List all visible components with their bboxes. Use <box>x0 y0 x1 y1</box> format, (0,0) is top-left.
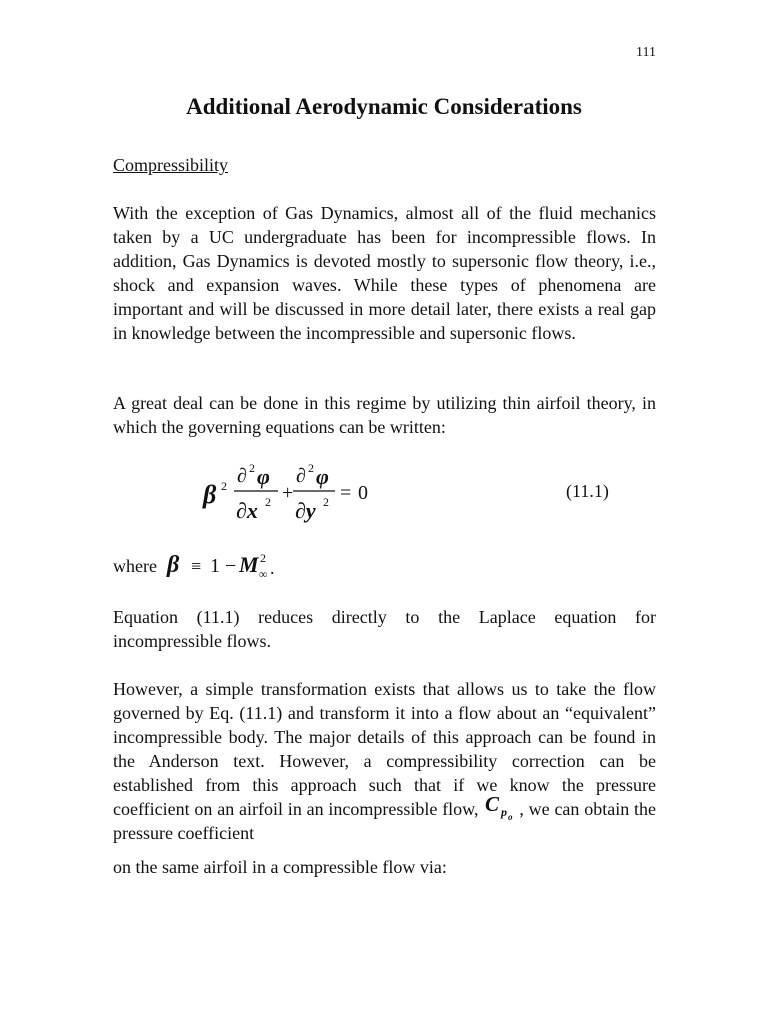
paragraph-transformation-text: However, a simple transformation exists that allows us to take the flow governed by Eq. (11.1) and transform it into a flow about an “equivalent” incompressible body. The major details of this approach can be found in the Anderson text. However, a compressibility correction can be established from this approach such that if we know the pressure coefficient on an airfoil in an incompressible flow, <box>113 679 656 819</box>
where-period: . <box>270 558 275 578</box>
eq-beta-exp: 2 <box>221 479 227 493</box>
paragraph-thin-airfoil: A great deal can be done in this regime by utilizing thin airfoil theory, in which the governing equations can be written: <box>113 393 656 437</box>
where-beta: β <box>167 552 180 578</box>
where-mach-sup: 2 <box>260 551 266 565</box>
cp-symbol-svg <box>483 793 519 821</box>
paragraph-transformation-cont: , we can obtain the pressure coefficient <box>113 799 657 843</box>
beta-definition-svg <box>113 548 313 582</box>
eq-zero: 0 <box>358 482 368 504</box>
eq-den2: ∂y <box>295 498 316 523</box>
eq-num1-partial: ∂ <box>237 465 247 487</box>
paragraph-intro: With the exception of Gas Dynamics, almost all of the fluid mechanics taken by a UC undergraduate has been for incompressible flows. In addition, Gas Dynamics is devoted mostly to supersonic flow theory, i.e., shock and expansion waves. While these types of phenomena are important and will be discussed in more detail later, there exists a real gap in knowledge between the incompressible and supersonic flows. <box>113 203 656 343</box>
cp-c: C <box>485 793 500 816</box>
where-equiv: ≡ <box>191 556 202 576</box>
cp-o: o <box>508 812 513 821</box>
eq-num2-partial: ∂ <box>296 465 306 487</box>
eq-num2-exp: 2 <box>308 461 314 475</box>
eq-beta: β <box>203 480 217 509</box>
eq-num1-phi: φ <box>257 464 270 489</box>
equation-number: (11.1) <box>566 481 609 501</box>
where-mach-sub: ∞ <box>259 567 268 581</box>
where-mach: M <box>239 552 259 577</box>
eq-plus: + <box>282 482 294 504</box>
cp-incompressible-symbol <box>483 793 519 821</box>
eq-num1-exp: 2 <box>249 461 255 475</box>
page-title: Additional Aerodynamic Considerations <box>186 94 582 119</box>
cp-p: p <box>501 805 508 819</box>
beta-definition <box>113 548 313 581</box>
eq-num2-phi: φ <box>316 464 329 489</box>
eq-equals: = <box>340 482 352 504</box>
page-number: 111 <box>636 45 656 60</box>
where-one-minus: 1 − <box>210 555 237 577</box>
eq-den2-exp: 2 <box>323 495 329 509</box>
where-word: where <box>113 556 157 576</box>
paragraph-laplace: Equation (11.1) reduces directly to the Laplace equation for incompressible flows. <box>113 607 656 651</box>
paragraph-transformation-last-line: on the same airfoil in a compressible flow via: <box>113 857 447 877</box>
paragraph-transformation <box>113 677 656 879</box>
eq-den1-exp: 2 <box>265 495 271 509</box>
section-heading: Compressibility <box>113 155 229 175</box>
eq-den1: ∂x <box>236 498 258 523</box>
